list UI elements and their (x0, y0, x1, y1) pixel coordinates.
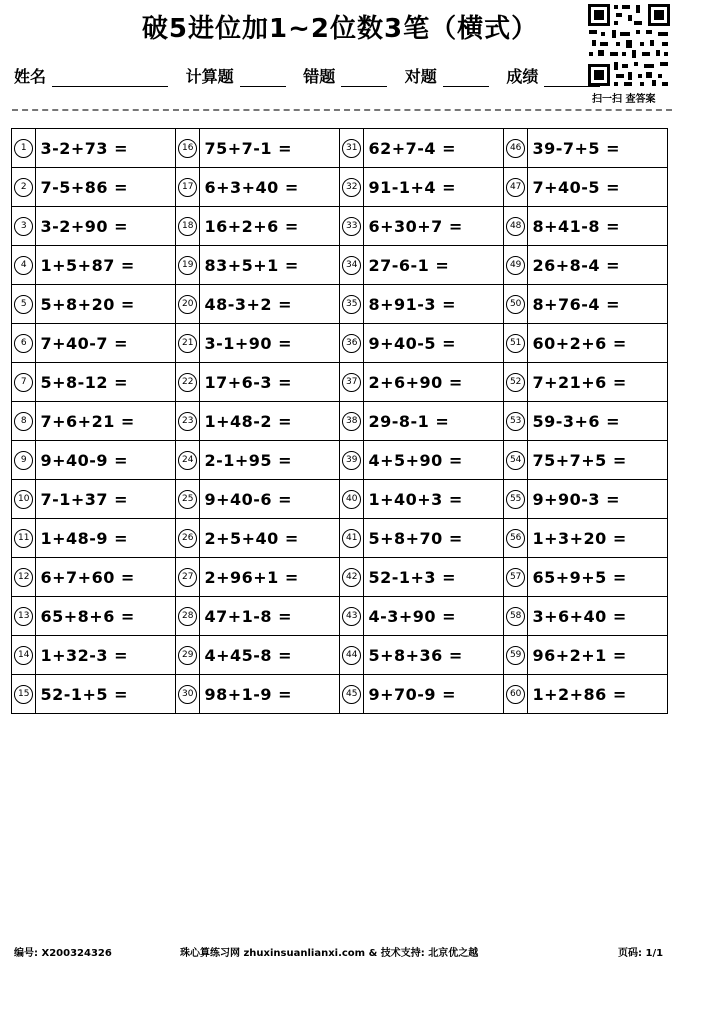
problem-expression[interactable]: 29-8-1 = (364, 402, 504, 441)
problem-expression[interactable]: 5+8+70 = (364, 519, 504, 558)
problem-expression[interactable]: 6+3+40 = (200, 168, 340, 207)
problem-expression[interactable]: 83+5+1 = (200, 246, 340, 285)
count-field[interactable] (240, 68, 286, 87)
problem-number: 34 (342, 256, 361, 275)
problem-expression[interactable]: 4+45-8 = (200, 636, 340, 675)
problem-expression[interactable]: 98+1-9 = (200, 675, 340, 714)
problem-expression[interactable]: 7-1+37 = (36, 480, 176, 519)
problem-expression[interactable]: 2+5+40 = (200, 519, 340, 558)
problem-number-cell (339, 519, 363, 558)
problem-expression[interactable]: 4+5+90 = (364, 441, 504, 480)
score-label: 成绩 (506, 67, 539, 86)
problem-expression[interactable]: 62+7-4 = (364, 129, 504, 168)
problem-number: 9 (14, 451, 33, 470)
problem-number-cell (503, 480, 527, 519)
problem-expression[interactable]: 6+7+60 = (36, 558, 176, 597)
problem-number-cell (503, 285, 527, 324)
footer-serial: 编号: X200324326 (14, 948, 112, 959)
problem-expression[interactable]: 3-2+73 = (36, 129, 176, 168)
problem-number: 4 (14, 256, 33, 275)
problem-number: 32 (342, 178, 361, 197)
problem-expression[interactable]: 3+6+40 = (528, 597, 668, 636)
problem-number-cell (12, 285, 36, 324)
problem-expression[interactable]: 6+30+7 = (364, 207, 504, 246)
problem-number-cell (503, 363, 527, 402)
problem-number: 18 (178, 217, 197, 236)
problem-number: 25 (178, 490, 197, 509)
problem-number-cell (12, 363, 36, 402)
problem-number: 7 (14, 373, 33, 392)
problem-number: 29 (178, 646, 197, 665)
problem-expression[interactable]: 52-1+3 = (364, 558, 504, 597)
problem-number-cell (339, 207, 363, 246)
problem-number-cell (503, 324, 527, 363)
problem-number-cell (12, 597, 36, 636)
problem-expression[interactable]: 2+96+1 = (200, 558, 340, 597)
problem-number: 21 (178, 334, 197, 353)
problem-number: 6 (14, 334, 33, 353)
problem-expression[interactable]: 3-2+90 = (36, 207, 176, 246)
problem-expression[interactable]: 26+8-4 = (528, 246, 668, 285)
wrong-field[interactable] (341, 68, 387, 87)
problem-number: 17 (178, 178, 197, 197)
problem-number-cell (175, 324, 199, 363)
problem-number-cell (339, 246, 363, 285)
problem-number-cell (175, 441, 199, 480)
problem-number-cell (339, 363, 363, 402)
problem-number-cell (339, 441, 363, 480)
problem-number-cell (339, 558, 363, 597)
name-field[interactable] (52, 68, 168, 87)
problem-number-cell (175, 480, 199, 519)
problem-expression[interactable]: 9+40-9 = (36, 441, 176, 480)
problem-expression[interactable]: 8+76-4 = (528, 285, 668, 324)
problem-number-cell (175, 246, 199, 285)
problem-number-cell (339, 402, 363, 441)
problem-number-cell (12, 480, 36, 519)
table-row (12, 324, 668, 363)
wrong-label: 错题 (303, 67, 336, 86)
problem-expression[interactable]: 27-6-1 = (364, 246, 504, 285)
cut-line-divider (12, 109, 672, 111)
table-row (12, 519, 668, 558)
problem-number-cell (175, 363, 199, 402)
problem-number-cell (12, 441, 36, 480)
problem-number-cell (503, 636, 527, 675)
problem-number: 2 (14, 178, 33, 197)
problem-number: 36 (342, 334, 361, 353)
problem-expression[interactable]: 2+6+90 = (364, 363, 504, 402)
problem-number-cell (339, 675, 363, 714)
problem-number-cell (175, 207, 199, 246)
problem-number: 59 (506, 646, 525, 665)
problem-expression[interactable]: 7+40-7 = (36, 324, 176, 363)
score-field[interactable] (544, 68, 600, 87)
problem-expression[interactable]: 59-3+6 = (528, 402, 668, 441)
problem-number: 39 (342, 451, 361, 470)
problem-number-cell (503, 402, 527, 441)
problem-number: 14 (14, 646, 33, 665)
table-row (12, 285, 668, 324)
problem-number-cell (12, 129, 36, 168)
table-row (12, 480, 668, 519)
student-info-row (14, 64, 612, 87)
problem-number: 55 (506, 490, 525, 509)
problem-number: 30 (178, 685, 197, 704)
problem-number-cell (12, 519, 36, 558)
problem-number: 56 (506, 529, 525, 548)
problem-number-cell (503, 129, 527, 168)
right-field[interactable] (443, 68, 489, 87)
problem-number: 58 (506, 607, 525, 626)
problem-number: 51 (506, 334, 525, 353)
table-row (12, 675, 668, 714)
problem-expression[interactable]: 5+8+20 = (36, 285, 176, 324)
problem-expression[interactable]: 52-1+5 = (36, 675, 176, 714)
problem-number: 54 (506, 451, 525, 470)
problem-expression[interactable]: 1+3+20 = (528, 519, 668, 558)
problem-expression[interactable]: 9+70-9 = (364, 675, 504, 714)
right-label: 对题 (404, 67, 437, 86)
problem-number-cell (503, 207, 527, 246)
problem-number: 53 (506, 412, 525, 431)
problem-number: 57 (506, 568, 525, 587)
problem-expression[interactable]: 1+48-9 = (36, 519, 176, 558)
problem-number-cell (339, 324, 363, 363)
problem-expression[interactable]: 7+6+21 = (36, 402, 176, 441)
page-title: 破5进位加1~2位数3笔（横式） (141, 14, 539, 44)
problem-expression[interactable]: 1+5+87 = (36, 246, 176, 285)
problem-expression[interactable]: 5+8-12 = (36, 363, 176, 402)
problem-expression[interactable]: 9+90-3 = (528, 480, 668, 519)
problem-expression[interactable]: 8+41-8 = (528, 207, 668, 246)
problem-number: 10 (14, 490, 33, 509)
problem-number-cell (339, 168, 363, 207)
problem-number-cell (175, 675, 199, 714)
problem-number: 35 (342, 295, 361, 314)
problem-number-cell (12, 636, 36, 675)
problem-number: 12 (14, 568, 33, 587)
problem-expression[interactable]: 1+40+3 = (364, 480, 504, 519)
problem-number-cell (339, 129, 363, 168)
problem-expression[interactable]: 7-5+86 = (36, 168, 176, 207)
problem-expression[interactable]: 1+32-3 = (36, 636, 176, 675)
problem-number: 49 (506, 256, 525, 275)
table-row (12, 168, 668, 207)
problem-number-cell (175, 285, 199, 324)
problem-expression[interactable]: 91-1+4 = (364, 168, 504, 207)
problem-number: 27 (178, 568, 197, 587)
problem-number-cell (339, 597, 363, 636)
problem-number-cell (12, 207, 36, 246)
table-row (12, 246, 668, 285)
problem-expression[interactable]: 60+2+6 = (528, 324, 668, 363)
problem-number: 3 (14, 217, 33, 236)
problem-number-cell (503, 597, 527, 636)
problem-number: 48 (506, 217, 525, 236)
footer-page: 页码: 1/1 (618, 948, 664, 959)
problem-expression[interactable]: 17+6-3 = (200, 363, 340, 402)
problem-number: 42 (342, 568, 361, 587)
problem-expression[interactable]: 8+91-3 = (364, 285, 504, 324)
problem-expression[interactable]: 16+2+6 = (200, 207, 340, 246)
problem-number: 19 (178, 256, 197, 275)
problem-expression[interactable]: 1+48-2 = (200, 402, 340, 441)
problem-number-cell (339, 636, 363, 675)
problem-number: 37 (342, 373, 361, 392)
problem-number: 22 (178, 373, 197, 392)
problem-number-cell (503, 558, 527, 597)
problem-number: 11 (14, 529, 33, 548)
problem-number: 23 (178, 412, 197, 431)
problem-number: 38 (342, 412, 361, 431)
problem-number: 46 (506, 139, 525, 158)
problem-expression[interactable]: 4-3+90 = (364, 597, 504, 636)
problem-number: 20 (178, 295, 197, 314)
problem-expression[interactable]: 7+40-5 = (528, 168, 668, 207)
table-row (12, 597, 668, 636)
footer-site: 珠心算练习网 zhuxinsuanlianxi.com & 技术支持: 北京优之越 (180, 948, 479, 959)
problem-number-cell (175, 129, 199, 168)
problem-number: 33 (342, 217, 361, 236)
problem-number-cell (12, 558, 36, 597)
problem-expression[interactable]: 5+8+36 = (364, 636, 504, 675)
problem-expression[interactable]: 7+21+6 = (528, 363, 668, 402)
problem-number: 50 (506, 295, 525, 314)
problem-number: 60 (506, 685, 525, 704)
table-row (12, 363, 668, 402)
qr-caption: 扫一扫 查答案 (592, 94, 656, 105)
problem-number: 8 (14, 412, 33, 431)
problem-expression[interactable]: 9+40-6 = (200, 480, 340, 519)
problem-number-cell (12, 402, 36, 441)
problem-number-cell (175, 519, 199, 558)
count-label: 计算题 (185, 67, 234, 86)
problem-number-cell (339, 285, 363, 324)
problem-number: 47 (506, 178, 525, 197)
table-row (12, 207, 668, 246)
problem-number-cell (339, 480, 363, 519)
problem-expression[interactable]: 9+40-5 = (364, 324, 504, 363)
name-label: 姓名 (14, 67, 47, 86)
problem-number: 24 (178, 451, 197, 470)
problem-expression[interactable]: 75+7-1 = (200, 129, 340, 168)
problem-number-cell (175, 558, 199, 597)
problem-number-cell (12, 168, 36, 207)
problem-number-cell (503, 675, 527, 714)
problem-number-cell (175, 402, 199, 441)
problem-expression[interactable]: 1+2+86 = (528, 675, 668, 714)
problem-number: 40 (342, 490, 361, 509)
problem-number-cell (175, 168, 199, 207)
table-row (12, 129, 668, 168)
problem-number: 5 (14, 295, 33, 314)
problem-expression[interactable]: 3-1+90 = (200, 324, 340, 363)
problem-number: 26 (178, 529, 197, 548)
problem-number-cell (12, 246, 36, 285)
problem-number: 1 (14, 139, 33, 158)
problem-expression[interactable]: 96+2+1 = (528, 636, 668, 675)
problem-number: 52 (506, 373, 525, 392)
problem-grid (11, 128, 668, 714)
table-row (12, 558, 668, 597)
problem-number: 28 (178, 607, 197, 626)
table-row (12, 441, 668, 480)
problem-number-cell (175, 597, 199, 636)
problem-expression[interactable]: 75+7+5 = (528, 441, 668, 480)
problem-number: 16 (178, 139, 197, 158)
table-row (12, 402, 668, 441)
problem-expression[interactable]: 2-1+95 = (200, 441, 340, 480)
problem-number: 43 (342, 607, 361, 626)
problem-number-cell (503, 519, 527, 558)
problem-number-cell (503, 246, 527, 285)
problem-number: 13 (14, 607, 33, 626)
problem-expression[interactable]: 65+9+5 = (528, 558, 668, 597)
problem-number-cell (503, 168, 527, 207)
problem-number: 41 (342, 529, 361, 548)
problem-number-cell (12, 675, 36, 714)
problem-number: 31 (342, 139, 361, 158)
problem-expression[interactable]: 47+1-8 = (200, 597, 340, 636)
problem-number: 44 (342, 646, 361, 665)
problem-number-cell (175, 636, 199, 675)
problem-number: 15 (14, 685, 33, 704)
problem-expression[interactable]: 39-7+5 = (528, 129, 668, 168)
problem-number-cell (12, 324, 36, 363)
problem-number-cell (503, 441, 527, 480)
problem-expression[interactable]: 65+8+6 = (36, 597, 176, 636)
problem-number: 45 (342, 685, 361, 704)
problem-expression[interactable]: 48-3+2 = (200, 285, 340, 324)
table-row (12, 636, 668, 675)
